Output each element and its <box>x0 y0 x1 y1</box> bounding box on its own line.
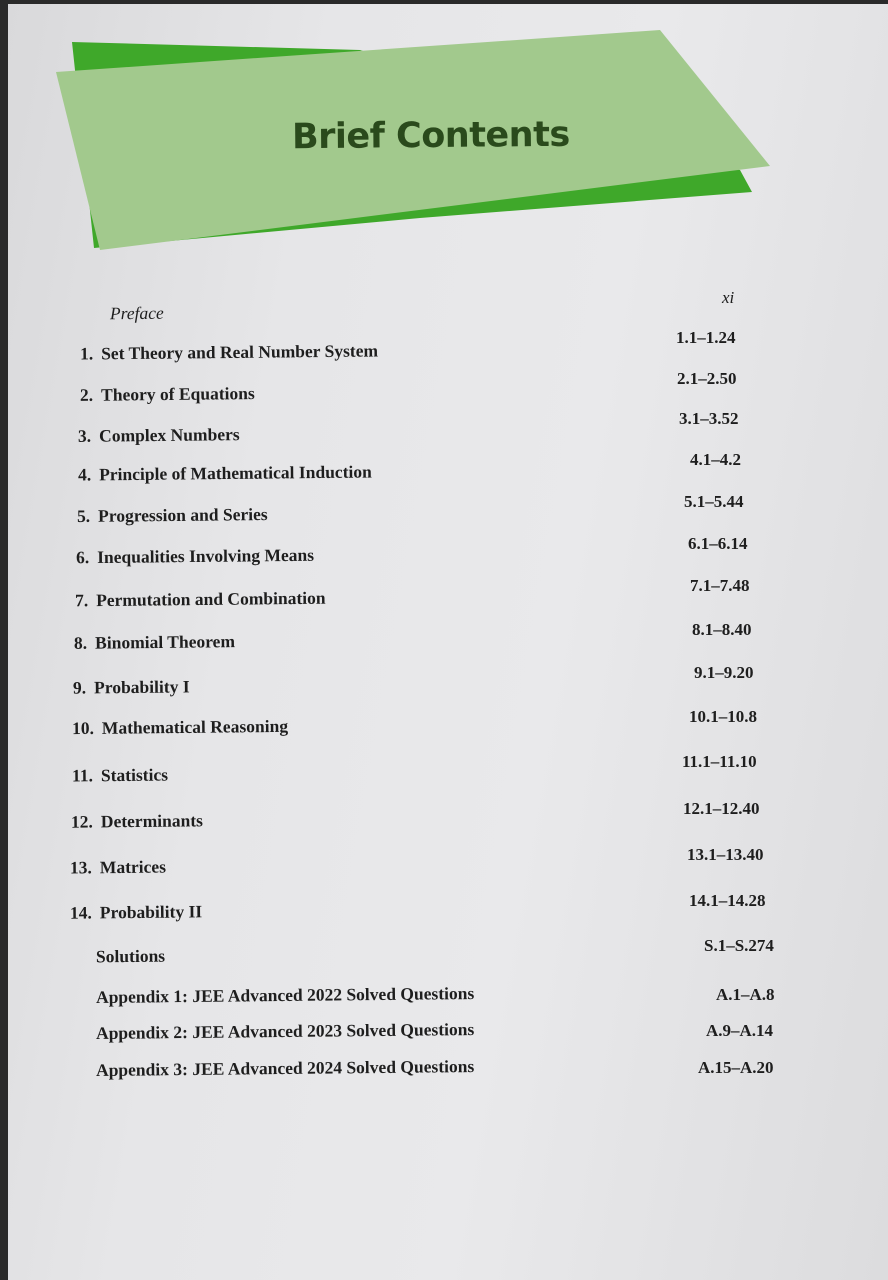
toc-entry <box>72 716 288 739</box>
page-range: 7.1–7.48 <box>690 576 750 595</box>
toc-entry <box>72 764 168 786</box>
chapter-title: Preface <box>109 302 164 324</box>
chapter-title: Progression and Series <box>98 504 268 526</box>
chapter-title: Inequalities Involving Means <box>97 544 315 568</box>
page-range: A.9–A.14 <box>706 1021 774 1040</box>
page-range: A.1–A.8 <box>716 985 775 1004</box>
page-range: 4.1–4.2 <box>690 450 741 469</box>
chapter-title: Permutation and Combination <box>96 587 326 611</box>
toc-entry <box>73 676 190 698</box>
toc-entry <box>96 1056 474 1081</box>
chapter-number: 9. <box>72 677 87 698</box>
chapter-number: 2. <box>79 384 94 405</box>
chapter-number: 11. <box>71 765 94 786</box>
chapter-number: 1. <box>79 343 94 364</box>
chapter-title: Mathematical Reasoning <box>101 715 289 738</box>
toc-entry <box>96 1019 474 1044</box>
chapter-number: 7. <box>74 590 89 611</box>
chapter-title: Determinants <box>100 810 204 832</box>
chapter-number: 8. <box>73 632 88 653</box>
chapter-title: Set Theory and Real Number System <box>101 340 379 364</box>
toc-entry <box>70 856 166 878</box>
chapter-number: 10. <box>71 717 94 739</box>
toc-entry <box>76 545 314 568</box>
chapter-title: Probability II <box>99 901 203 923</box>
chapter-title: Matrices <box>99 856 167 878</box>
page-range: 8.1–8.40 <box>692 620 752 639</box>
page-range: 13.1–13.40 <box>687 845 764 864</box>
chapter-title: Appendix 3: JEE Advanced 2024 Solved Questions <box>95 1056 475 1080</box>
toc-entry <box>80 383 255 406</box>
toc-entry <box>70 901 202 923</box>
toc-entry <box>74 631 235 654</box>
chapter-title: Binomial Theorem <box>95 631 236 653</box>
page-range: 6.1–6.14 <box>688 534 748 553</box>
page-range: 9.1–9.20 <box>694 663 754 682</box>
page-range: 1.1–1.24 <box>676 328 736 347</box>
page-range: 2.1–2.50 <box>677 369 737 388</box>
chapter-title: Principle of Mathematical Induction <box>99 461 372 485</box>
page-range: 3.1–3.52 <box>679 409 739 428</box>
chapter-number: 4. <box>77 464 92 485</box>
page-range: A.15–A.20 <box>698 1058 774 1077</box>
page-range: 5.1–5.44 <box>684 492 744 511</box>
toc-entry <box>78 461 372 485</box>
chapter-title: Probability I <box>94 676 190 698</box>
chapter-title: Complex Numbers <box>99 424 240 446</box>
toc-entry <box>71 810 203 832</box>
chapter-number: 5. <box>76 505 91 526</box>
toc-entry <box>96 983 474 1008</box>
page-title: Brief Contents <box>291 114 570 158</box>
chapter-title: Statistics <box>100 764 169 786</box>
toc-entry <box>96 946 165 968</box>
chapter-number: 14. <box>69 902 92 923</box>
chapter-title: Appendix 1: JEE Advanced 2022 Solved Questions <box>95 983 475 1007</box>
toc-entry <box>80 340 378 364</box>
page-range: 11.1–11.10 <box>682 752 757 771</box>
chapter-title: Theory of Equations <box>101 383 255 405</box>
toc-entry <box>78 424 240 447</box>
page-range: 12.1–12.40 <box>683 799 760 818</box>
page-range: S.1–S.274 <box>704 936 774 955</box>
chapter-number: 13. <box>69 857 92 878</box>
chapter-number: 12. <box>70 811 93 832</box>
page-range: xi <box>722 288 735 307</box>
chapter-number: 3. <box>77 425 92 446</box>
page-range: 14.1–14.28 <box>689 891 766 910</box>
chapter-title: Solutions <box>95 945 166 967</box>
toc-entry <box>110 303 164 325</box>
chapter-title: Appendix 2: JEE Advanced 2023 Solved Questions <box>95 1019 475 1043</box>
chapter-number: 6. <box>75 547 90 568</box>
page-range: 10.1–10.8 <box>689 707 757 726</box>
toc-entry <box>77 504 268 527</box>
toc-entry <box>75 588 326 612</box>
